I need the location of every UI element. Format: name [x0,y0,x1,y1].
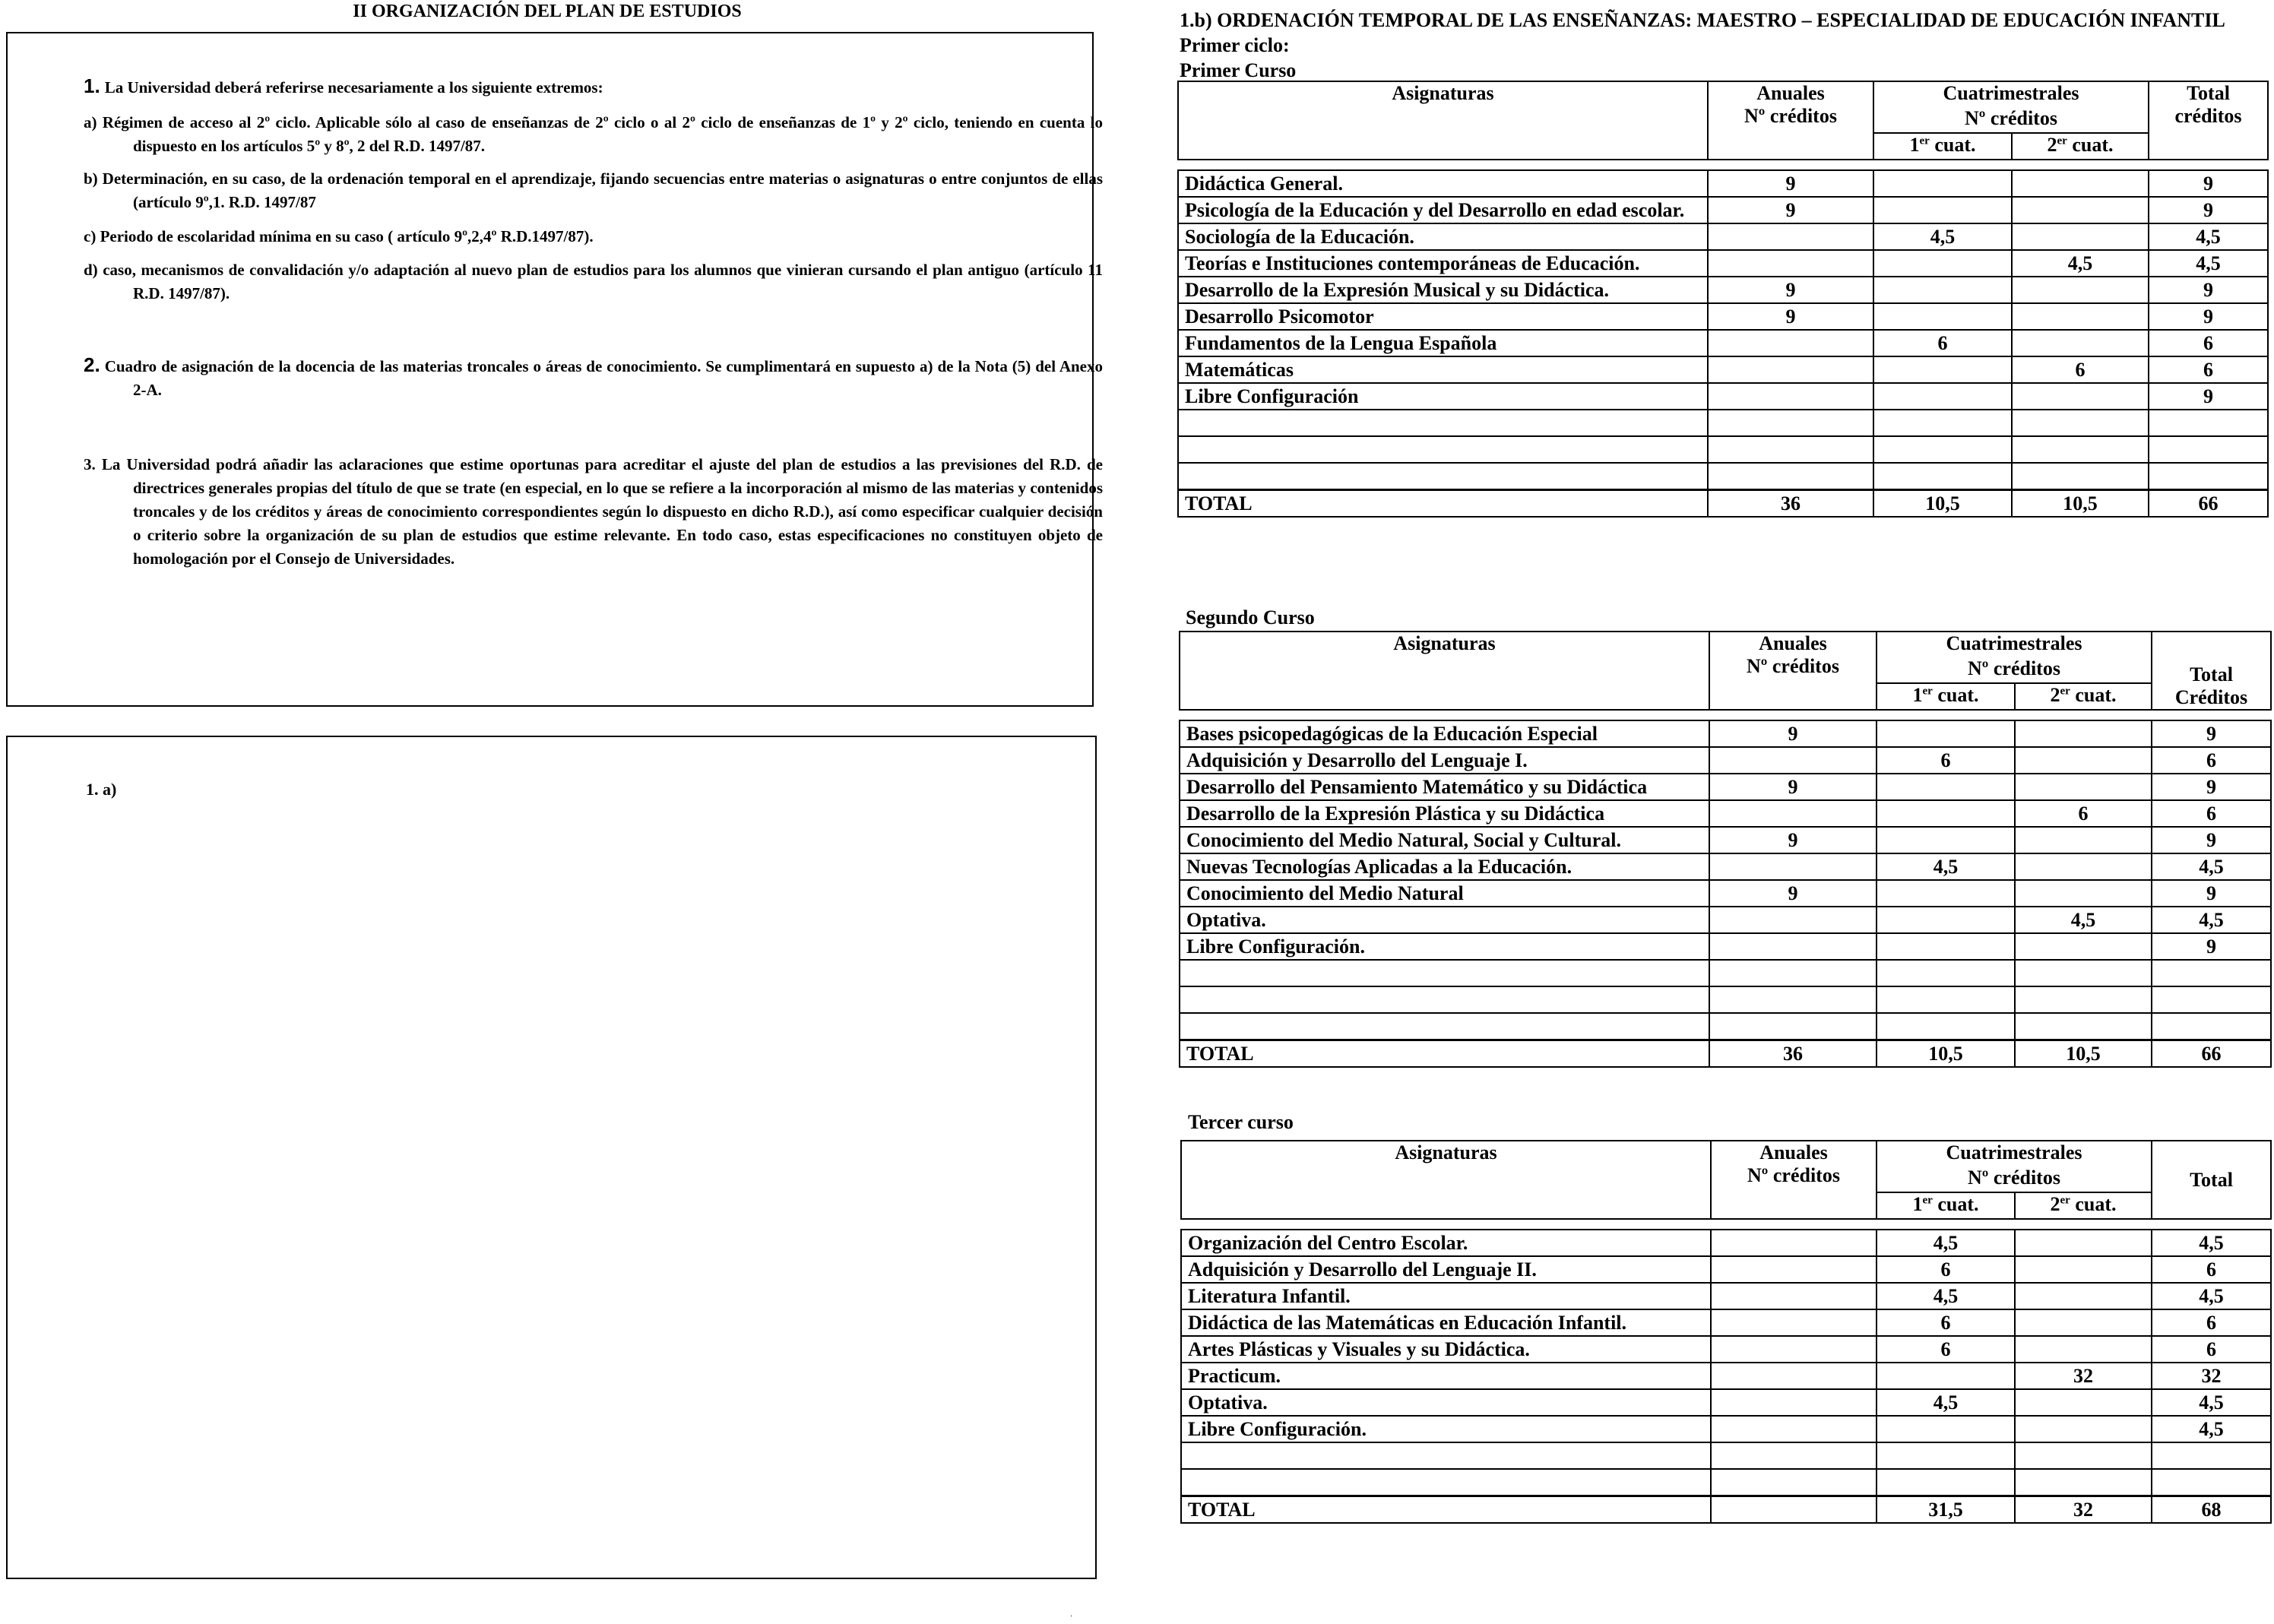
subject-name: Libre Configuración. [1181,1416,1711,1442]
cell-c2 [2012,197,2149,223]
table-row [1178,170,2268,197]
subject-name: Conocimiento del Medio Natural, Social y Cultural. [1180,827,1709,853]
total-row [1181,1496,2271,1524]
col-header-cuatrimestrales: Cuatrimestrales [1873,81,2149,107]
table-row [1178,356,2268,383]
empty-row [1178,463,2268,490]
total-c2: 10,5 [2015,1040,2152,1068]
cell-c1 [1877,1363,2015,1389]
table-row [1178,197,2268,223]
cell-total: 4,5 [2152,853,2271,880]
col-header-cuat-2: 2er cuat. [2012,133,2149,160]
subject-name: Organización del Centro Escolar. [1181,1230,1711,1256]
empty-row [1181,1469,2271,1496]
subject-name: Adquisición y Desarrollo del Lenguaje II. [1181,1256,1711,1283]
subject-name: Bases psicopedagógicas de la Educación Especial [1180,720,1709,747]
cell-total: 9 [2152,774,2271,800]
total-label: TOTAL [1178,490,1708,518]
cell-c1 [1877,774,2015,800]
cell-anual [1709,800,1877,827]
table-row [1181,1336,2271,1363]
header-spacer [1178,160,2268,170]
section-1a-label: 1. a) [86,780,117,799]
total-total: 68 [2152,1496,2271,1524]
subject-name: Nuevas Tecnologías Aplicadas a la Educación. [1180,853,1709,880]
col-header-asignaturas: Asignaturas [1180,632,1709,710]
header-spacer [1180,710,2271,720]
instruction-item-d: d) caso, mecanismos de convalidación y/o adaptación al nuevo plan de estudios para los alumnos que vinieran cursando el plan antiguo (artículo 11 R.D. 1497/87). [84,261,1103,302]
empty-row [1178,410,2268,436]
cell-total: 9 [2149,303,2268,330]
table-row [1181,1230,2271,1256]
total-c2: 32 [2015,1496,2152,1524]
cell-c2: 4,5 [2015,907,2152,933]
total-anual: 36 [1708,490,1873,518]
col-header-total: Total [2152,1141,2271,1219]
cell-c2 [2015,853,2152,880]
item-1-number: 1. [84,74,100,97]
cell-c2 [2012,170,2149,197]
cell-c1 [1877,827,2015,853]
segundo-curso-label: Segundo Curso [1186,606,1315,628]
cell-total: 6 [2152,1256,2271,1283]
cell-c1: 6 [1877,1256,2015,1283]
col-header-ncreditos: Nº créditos [1877,1167,2152,1192]
table-row [1178,250,2268,277]
subject-name: Teorías e Instituciones contemporáneas de Educación. [1178,250,1708,277]
segundo-curso-table [1179,631,2272,1068]
subject-name: Desarrollo del Pensamiento Matemático y su Didáctica [1180,774,1709,800]
col-header-asignaturas: Asignaturas [1181,1141,1711,1219]
table-row [1178,330,2268,356]
cell-c1 [1873,356,2012,383]
cell-total: 4,5 [2149,223,2268,250]
cell-anual [1711,1336,1877,1363]
item-2-text: Cuadro de asignación de la docencia de las materias troncales o áreas de conocimiento. Se cumplimentará en supuesto a) de la Nota (5) del Anexo 2-A. [104,357,1103,399]
table-row [1178,383,2268,410]
cell-c2: 6 [2015,800,2152,827]
col-header-cuat-1: 1er cuat. [1873,133,2012,160]
cell-total: 9 [2149,170,2268,197]
cell-c2 [2015,933,2152,960]
cell-anual: 9 [1709,774,1877,800]
cell-total: 6 [2152,800,2271,827]
cell-total: 4,5 [2152,1416,2271,1442]
cell-anual [1711,1416,1877,1442]
cell-c1: 6 [1877,747,2015,774]
subject-name: Libre Configuración [1178,383,1708,410]
header-spacer [1181,1219,2271,1230]
cell-c1 [1877,1416,2015,1442]
cell-c1: 6 [1877,1336,2015,1363]
cell-total: 6 [2152,1336,2271,1363]
cell-anual [1709,747,1877,774]
cell-c2 [2015,1230,2152,1256]
table-row [1181,1363,2271,1389]
total-row [1178,490,2268,518]
cell-c1: 4,5 [1877,1389,2015,1416]
cell-c1 [1877,933,2015,960]
cell-anual [1709,853,1877,880]
subject-name: Desarrollo de la Expresión Plástica y su Didáctica [1180,800,1709,827]
cell-c2 [2015,1256,2152,1283]
subject-name: Desarrollo de la Expresión Musical y su Didáctica. [1178,277,1708,303]
cell-anual: 9 [1709,880,1877,907]
page-mark: · [1070,1613,1073,1621]
cell-anual [1708,356,1873,383]
cell-anual [1711,1230,1877,1256]
cell-c2 [2012,330,2149,356]
cell-total: 4,5 [2149,250,2268,277]
subject-name: Conocimiento del Medio Natural [1180,880,1709,907]
header-title: 1.b) ORDENACIÓN TEMPORAL DE LAS ENSEÑANZAS: MAESTRO – ESPECIALIDAD DE EDUCACIÓN INFANTIL [1180,9,2225,31]
col-header-cuat-1: 1er cuat. [1877,1192,2015,1219]
total-anual [1711,1496,1877,1524]
cell-anual [1711,1283,1877,1309]
col-header-anuales: Anuales Nº créditos [1709,632,1877,710]
cell-c2 [2012,223,2149,250]
col-header-cuat-1: 1er cuat. [1877,683,2015,710]
cell-anual: 9 [1708,170,1873,197]
total-c1: 31,5 [1877,1496,2015,1524]
cell-c1 [1873,383,2012,410]
cell-anual: 9 [1708,277,1873,303]
total-label: TOTAL [1180,1040,1709,1068]
cell-c2 [2015,747,2152,774]
subject-name: Practicum. [1181,1363,1711,1389]
cell-total: 4,5 [2152,1283,2271,1309]
table-row [1180,800,2271,827]
total-label: TOTAL [1181,1496,1711,1524]
total-total: 66 [2152,1040,2271,1068]
instruction-item-c: c) Periodo de escolaridad mínima en su caso ( artículo 9º,2,4º R.D.1497/87). [84,227,594,245]
table-row [1181,1309,2271,1336]
table-row [1180,853,2271,880]
cell-total: 9 [2152,933,2271,960]
cell-total: 6 [2152,1309,2271,1336]
cell-total: 9 [2152,720,2271,747]
total-c1: 10,5 [1877,1040,2015,1068]
cell-c1 [1873,197,2012,223]
instruction-item-b: b) Determinación, en su caso, de la ordenación temporal en el aprendizaje, fijando secuencias entre materias o asignaturas o entre conjuntos de ellas (artículo 9º,1. R.D. 1497/87 [84,169,1103,211]
cell-c1 [1873,250,2012,277]
subject-name: Sociología de la Educación. [1178,223,1708,250]
subject-name: Adquisición y Desarrollo del Lenguaje I. [1180,747,1709,774]
cell-c1: 4,5 [1873,223,2012,250]
col-header-total: Total Créditos [2152,632,2271,710]
instruction-item-3: 3. La Universidad podrá añadir las aclaraciones que estime oportunas para acreditar el ajuste del plan de estudios a las previsiones del R.D. de directrices generales propias del título de que se trate (en especial, en lo que se refiere a la incorporación al mismo de las materias y contenidos troncales y de los créditos y áreas de conocimiento correspondientes según lo dispuesto en dicho R.D.), así como especificar cualquier decisión o criterio sobre la organización de su plan de estudios que estime relevante. En todo caso, estas especificaciones no constituyen objeto de homologación por el Consejo de Universidades. [84,455,1103,568]
cell-c1 [1873,277,2012,303]
col-header-anuales: Anuales Nº créditos [1711,1141,1877,1219]
table-row [1178,223,2268,250]
table-row [1181,1416,2271,1442]
page-title: II ORGANIZACIÓN DEL PLAN DE ESTUDIOS [353,2,742,21]
cell-total: 4,5 [2152,907,2271,933]
cell-c1: 4,5 [1877,853,2015,880]
cell-anual [1711,1256,1877,1283]
total-total: 66 [2149,490,2268,518]
cell-c2 [2012,277,2149,303]
cell-total: 9 [2149,383,2268,410]
table-row [1178,277,2268,303]
cell-c1: 4,5 [1877,1283,2015,1309]
table-row [1181,1256,2271,1283]
header-course: Primer Curso [1180,59,1297,81]
cell-total: 9 [2152,827,2271,853]
instruction-item-2 [84,353,1103,402]
cell-c1 [1873,303,2012,330]
total-row [1180,1040,2271,1068]
cell-anual: 9 [1709,720,1877,747]
col-header-anuales: Anuales Nº créditos [1708,81,1873,160]
cell-anual [1709,907,1877,933]
col-header-cuat-2: 2er cuat. [2015,683,2152,710]
cell-c2: 6 [2012,356,2149,383]
instruction-item-1 [84,74,1053,100]
cell-total: 6 [2152,747,2271,774]
empty-row [1181,1442,2271,1469]
cell-c1: 4,5 [1877,1230,2015,1256]
cell-c2 [2015,1416,2152,1442]
subject-name: Fundamentos de la Lengua Española [1178,330,1708,356]
table-row [1181,1389,2271,1416]
cell-anual [1708,250,1873,277]
right-header [1180,8,2225,83]
cell-c1 [1873,170,2012,197]
cell-total: 32 [2152,1363,2271,1389]
tercer-curso-label: Tercer curso [1188,1111,1294,1133]
empty-row [1180,960,2271,986]
cell-anual [1711,1389,1877,1416]
col-header-cuatrimestrales: Cuatrimestrales [1877,1141,2152,1167]
cell-c1 [1877,720,2015,747]
empty-row [1180,986,2271,1013]
col-header-total: Total créditos [2149,81,2268,160]
cell-c2 [2015,720,2152,747]
col-header-cuat-2: 2er cuat. [2015,1192,2152,1219]
col-header-ncreditos: Nº créditos [1873,107,2149,133]
cell-c2 [2012,383,2149,410]
subject-name: Didáctica General. [1178,170,1708,197]
cell-c2 [2015,1309,2152,1336]
col-header-asignaturas: Asignaturas [1178,81,1708,160]
subject-name: Psicología de la Educación y del Desarrollo en edad escolar. [1178,197,1708,223]
subject-name: Libre Configuración. [1180,933,1709,960]
subject-name: Artes Plásticas y Visuales y su Didáctica. [1181,1336,1711,1363]
table-row [1181,1283,2271,1309]
empty-row [1178,436,2268,463]
total-c1: 10,5 [1873,490,2012,518]
subject-name: Desarrollo Psicomotor [1178,303,1708,330]
cell-c2: 32 [2015,1363,2152,1389]
cell-c1 [1877,907,2015,933]
col-header-cuatrimestrales: Cuatrimestrales [1877,632,2152,657]
total-anual: 36 [1709,1040,1877,1068]
cell-anual: 9 [1709,827,1877,853]
subject-name: Didáctica de las Matemáticas en Educación Infantil. [1181,1309,1711,1336]
table-row [1180,880,2271,907]
cell-c2 [2015,1389,2152,1416]
subject-name: Optativa. [1181,1389,1711,1416]
cell-anual [1709,933,1877,960]
cell-anual [1711,1309,1877,1336]
col-header-ncreditos: Nº créditos [1877,657,2152,683]
cell-c1: 6 [1877,1309,2015,1336]
cell-c2 [2015,880,2152,907]
cell-c2 [2012,303,2149,330]
cell-total: 4,5 [2152,1389,2271,1416]
cell-c2 [2015,827,2152,853]
cell-anual: 9 [1708,303,1873,330]
cell-c2 [2015,1336,2152,1363]
cell-total: 9 [2152,880,2271,907]
total-c2: 10,5 [2012,490,2149,518]
cell-c2 [2015,774,2152,800]
cell-total: 9 [2149,277,2268,303]
cell-total: 9 [2149,197,2268,223]
table-row [1180,720,2271,747]
cell-anual: 9 [1708,197,1873,223]
tercer-curso-table [1180,1140,2272,1524]
cell-anual [1708,383,1873,410]
primer-curso-table [1177,81,2269,518]
subject-name: Optativa. [1180,907,1709,933]
table-row [1178,303,2268,330]
subject-name: Matemáticas [1178,356,1708,383]
table-row [1180,907,2271,933]
cell-anual [1708,223,1873,250]
table-row [1180,774,2271,800]
table-row [1180,933,2271,960]
item-2-number: 2. [84,353,100,376]
section-1a-frame [6,736,1097,1579]
header-cycle: Primer ciclo: [1180,34,1290,56]
cell-anual [1711,1363,1877,1389]
cell-c1 [1877,800,2015,827]
table-row [1180,827,2271,853]
instruction-item-a: a) Régimen de acceso al 2º ciclo. Aplicable sólo al caso de enseñanzas de 2º ciclo o al 2º ciclo de enseñanzas de 1º y 2º ciclo, teniendo en cuenta lo dispuesto en los artículos 5º y 8º, 2 del R.D. 1497/87. [84,113,1103,155]
cell-total: 4,5 [2152,1230,2271,1256]
cell-c2 [2015,1283,2152,1309]
cell-c2: 4,5 [2012,250,2149,277]
cell-total: 6 [2149,356,2268,383]
table-row [1180,747,2271,774]
item-1-text: La Universidad deberá referirse necesariamente a los siguiente extremos: [104,78,603,97]
empty-row [1180,1013,2271,1040]
cell-total: 6 [2149,330,2268,356]
subject-name: Literatura Infantil. [1181,1283,1711,1309]
cell-c1 [1877,880,2015,907]
cell-c1: 6 [1873,330,2012,356]
cell-anual [1708,330,1873,356]
